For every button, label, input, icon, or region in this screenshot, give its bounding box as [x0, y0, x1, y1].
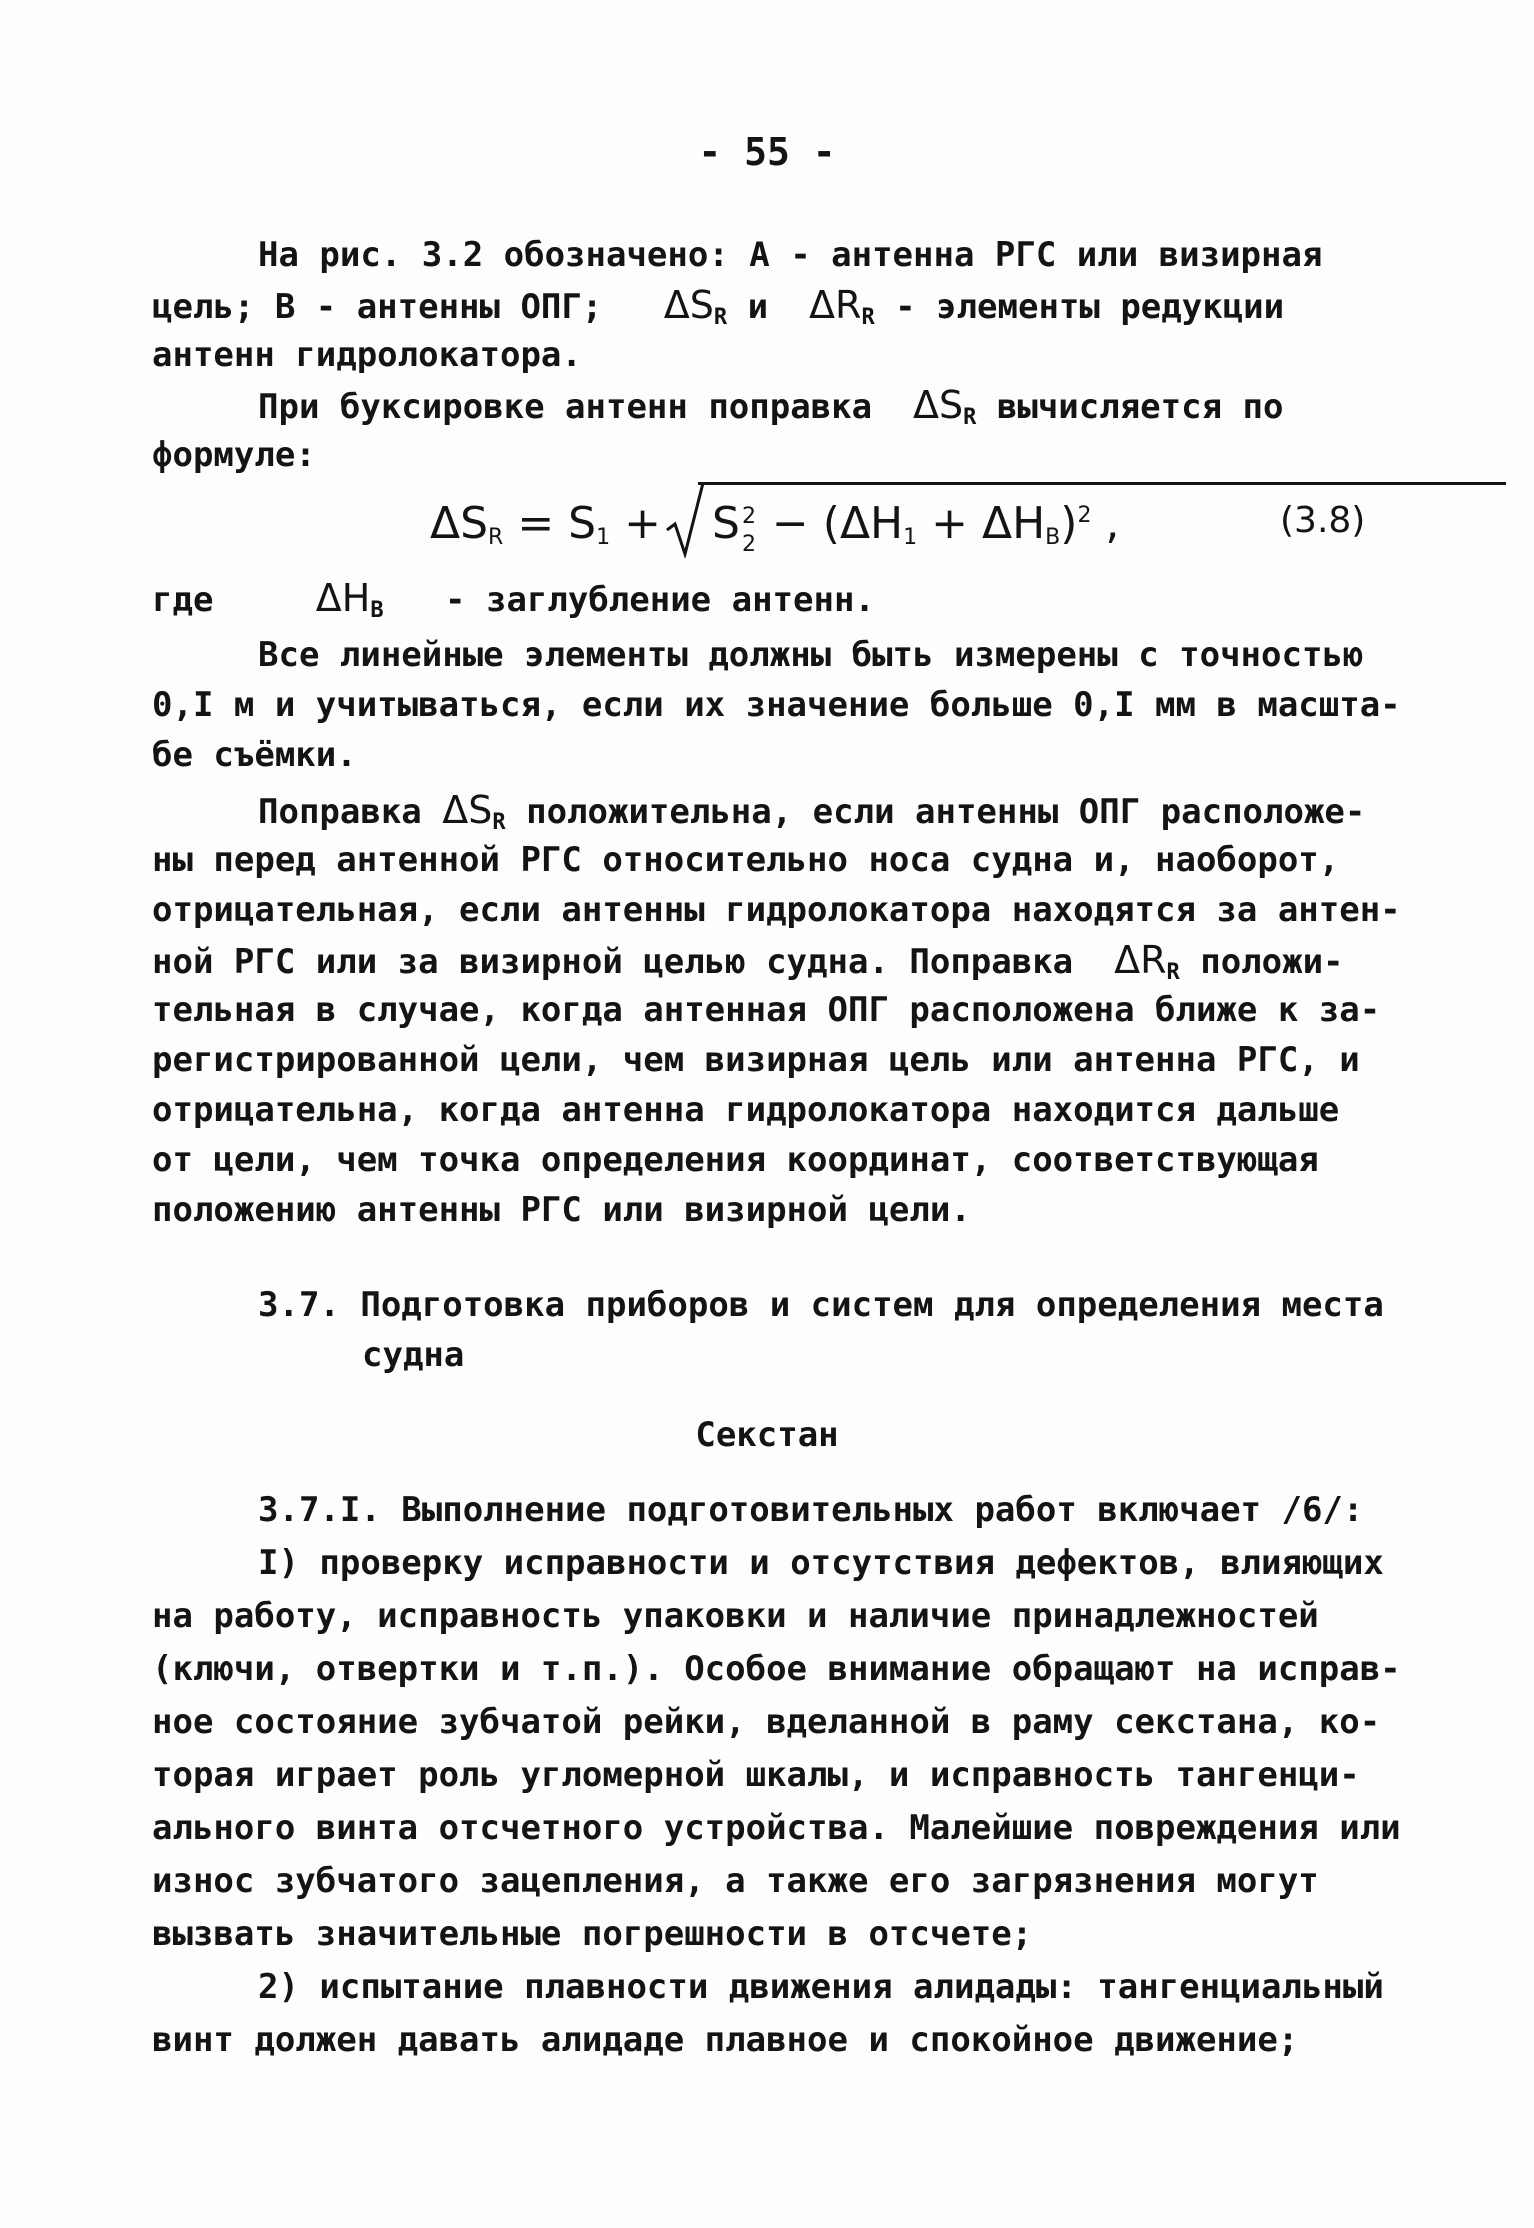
section-heading-continuation: судна — [362, 1335, 465, 1375]
equation-number: (3.8) — [1280, 500, 1366, 541]
list-item-line: вызвать значительные погрешности в отсчете; — [152, 1914, 1033, 1954]
radical-sign — [665, 480, 705, 558]
where-line — [152, 578, 1452, 631]
paragraph-line: бе съёмки. — [152, 735, 357, 775]
math-symbol: ΔH — [315, 576, 371, 620]
text-span: - заглубление антенн. — [445, 580, 875, 620]
math-subscript: B — [370, 598, 384, 623]
paragraph-line: от цели, чем точка определения координат, соответствующая — [152, 1140, 1319, 1180]
page-number: - 55 - — [698, 130, 836, 174]
text-span: Поправка — [258, 792, 422, 832]
formula-text: S — [712, 498, 740, 549]
paragraph-line: положению антенны РГС или визирной цели. — [152, 1190, 971, 1230]
formula-script-stack — [740, 504, 758, 557]
formula-subscript: R — [488, 525, 504, 550]
radical-vinculum — [698, 482, 1506, 485]
paragraph-line: отрицательная, если антенны гидролокатора находятся за антен- — [152, 890, 1401, 930]
math-symbol: ΔS — [663, 283, 714, 327]
text-span: положи- — [1179, 942, 1344, 982]
math-symbol: ΔR — [1114, 938, 1167, 982]
list-item-line: на работу, исправность упаковки и наличие принадлежностей — [152, 1596, 1319, 1636]
formula-superscript: 2 — [741, 504, 756, 529]
paragraph-line — [152, 285, 1452, 338]
text-span: цель; В - антенны ОПГ; — [152, 287, 603, 327]
text-span: и — [727, 287, 789, 327]
math-subscript: R — [861, 305, 875, 330]
paragraph-line: антенн гидролокатора. — [152, 335, 582, 375]
text-span: где — [152, 580, 214, 620]
text-span: - элементы редукции — [874, 287, 1285, 327]
list-item-line: винт должен давать алидаде плавное и спокойное движение; — [152, 2020, 1299, 2060]
paragraph-line: 3.7.I. Выполнение подготовительных работ включает /6/: — [258, 1490, 1364, 1530]
math-symbol: ΔR — [809, 283, 862, 327]
list-item-line: I) проверку исправности и отсутствия дефектов, влияющих — [258, 1543, 1384, 1583]
formula-subscript: 1 — [903, 525, 918, 550]
formula-text: ) — [1060, 498, 1078, 549]
section-heading: 3.7. Подготовка приборов и систем для определения места — [258, 1285, 1384, 1325]
paragraph-line: тельная в случае, когда антенная ОПГ расположена ближе к за- — [152, 990, 1381, 1030]
formula-radicand — [712, 498, 1120, 557]
list-item-line: (ключи, отвертки и т.п.). Особое внимание обращают на исправ- — [152, 1649, 1401, 1689]
list-item-line: торая играет роль угломерной шкалы, и исправность тангенци- — [152, 1755, 1360, 1795]
paragraph-line: 0,I м и учитываться, если их значение больше 0,I мм в масшта- — [152, 685, 1401, 725]
paragraph-line — [152, 940, 1452, 993]
formula-3-8 — [430, 480, 1130, 560]
formula-text: , — [1091, 498, 1120, 549]
formula-subscript: B — [1045, 525, 1061, 550]
math-subscript: R — [963, 405, 977, 430]
formula-text: ΔS — [430, 498, 489, 549]
math-subscript: R — [492, 810, 506, 835]
subheading: Секстан — [695, 1415, 839, 1455]
text-span: При буксировке антенн поправка — [258, 387, 873, 427]
paragraph-line: ны перед антенной РГС относительно носа судна и, наоборот, — [152, 840, 1340, 880]
paragraph-line — [258, 790, 1534, 843]
formula-subscript: 1 — [596, 525, 611, 550]
text-span: ной РГС или за визирной целью судна. Поправка — [152, 942, 1074, 982]
formula-superscript: 2 — [1077, 503, 1092, 528]
paragraph-line: Все линейные элементы должны быть измерены с точностью — [258, 635, 1364, 675]
list-item-line: ального винта отсчетного устройства. Малейшие повреждения или — [152, 1808, 1401, 1848]
math-subscript: R — [1166, 960, 1180, 985]
formula-text: + ΔH — [917, 498, 1046, 549]
list-item-line: 2) испытание плавности движения алидады: тангенциальный — [258, 1967, 1384, 2007]
math-symbol: ΔS — [442, 788, 493, 832]
paragraph-line: отрицательна, когда антенна гидролокатора находится дальше — [152, 1090, 1340, 1130]
list-item-line: ное состояние зубчатой рейки, вделанной в раму секстана, ко- — [152, 1702, 1381, 1742]
formula-text: + — [610, 498, 661, 549]
text-span: вычисляется по — [976, 387, 1284, 427]
list-item-line: износ зубчатого зацепления, а также его загрязнения могут — [152, 1861, 1319, 1901]
paragraph-line — [258, 385, 1534, 438]
paragraph-line: регистрированной цели, чем визирная цель или антенна РГС, и — [152, 1040, 1360, 1080]
text-span: положительна, если антенны ОПГ расположе- — [505, 792, 1366, 832]
paragraph-line: На рис. 3.2 обозначено: А - антенна РГС или визирная — [258, 235, 1323, 275]
formula-text: − (ΔH — [757, 498, 904, 549]
formula-text: = S — [503, 498, 597, 549]
math-subscript: R — [713, 305, 728, 330]
paragraph-line: формуле: — [152, 435, 316, 475]
formula-subscript: 2 — [741, 532, 756, 557]
formula-lhs — [430, 498, 661, 550]
math-symbol: ΔS — [913, 383, 964, 427]
